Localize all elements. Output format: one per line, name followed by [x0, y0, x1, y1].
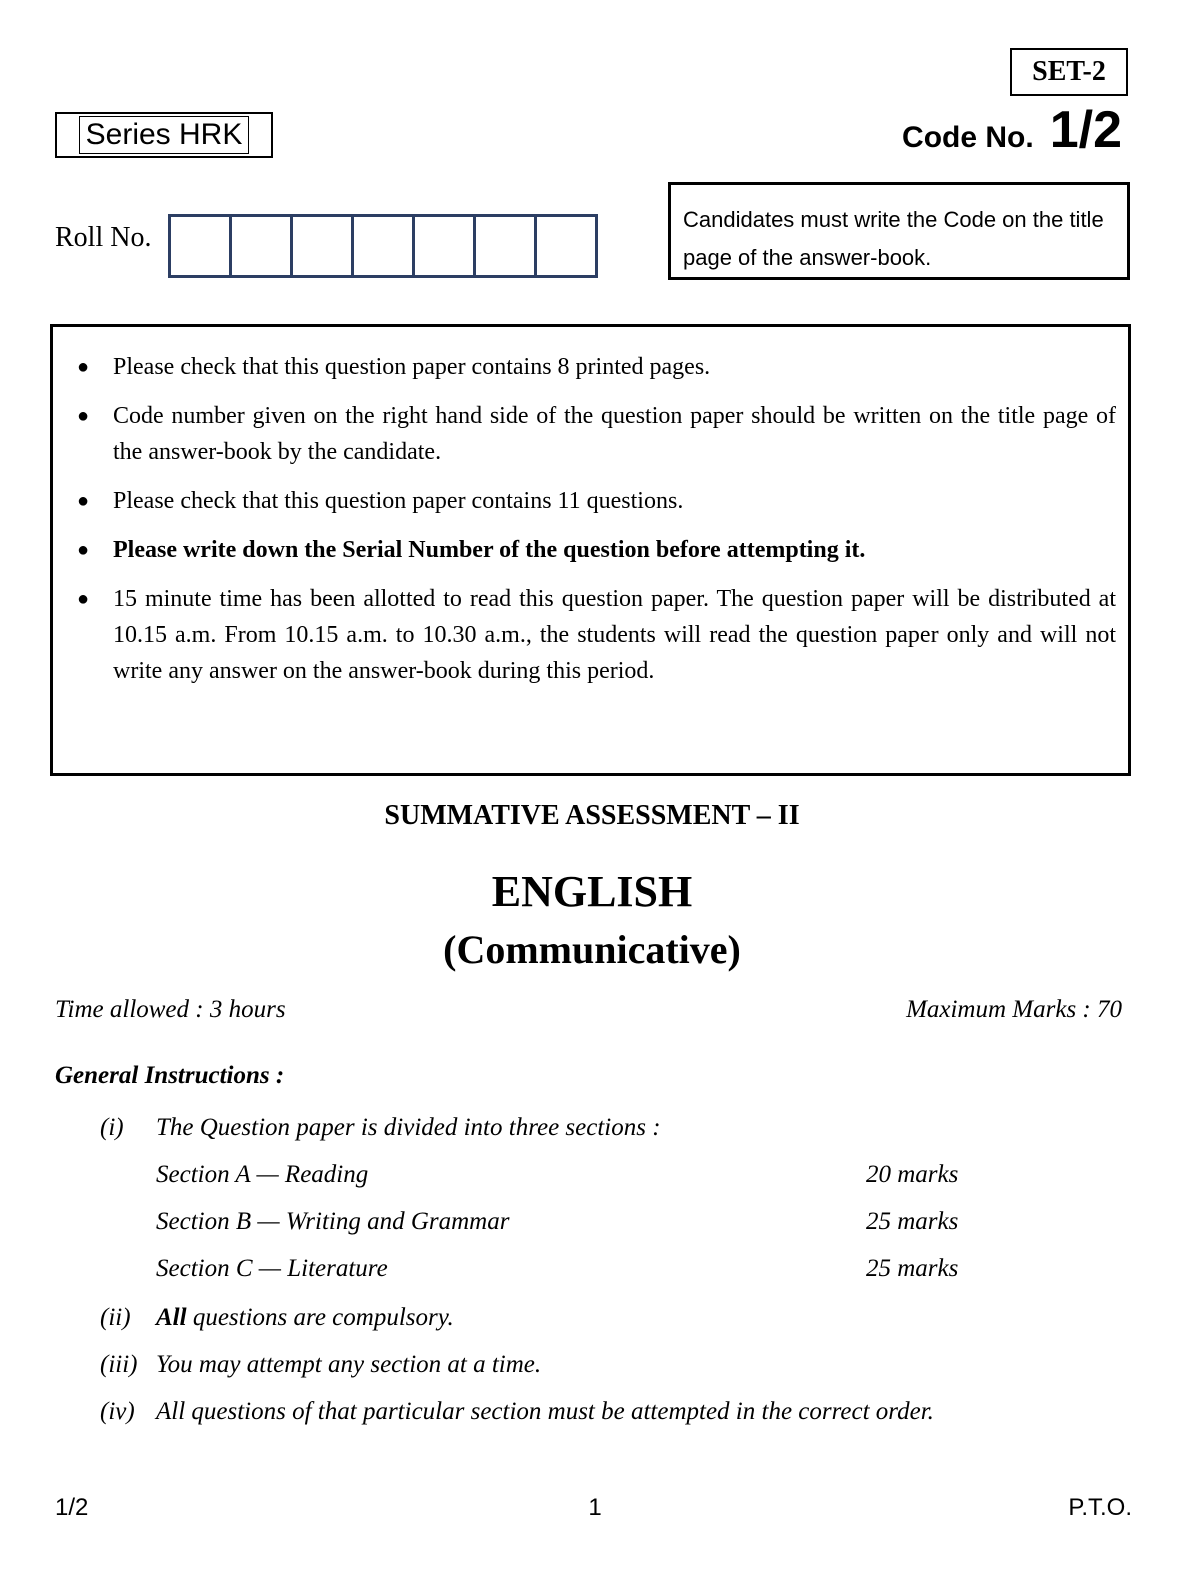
code-value: 1/2 [1049, 101, 1122, 159]
section-marks: 25 marks [866, 1208, 959, 1235]
general-instruction-item [100, 1114, 661, 1142]
instruction-number: (i) [100, 1114, 124, 1141]
bullet-icon: ● [76, 356, 90, 378]
instruction-text: 15 minute time has been allotted to read this question paper. The question paper will be distributed at 10.15 a.m. From 10.15 a.m. to 10.30 a.m., the students will read the question paper only and will not write any answer on the answer-book during this period. [113, 586, 1116, 684]
section-marks: 25 marks [866, 1255, 959, 1282]
instruction-item [53, 581, 1116, 689]
roll-digit-box[interactable] [354, 217, 415, 275]
roll-digit-box[interactable] [415, 217, 476, 275]
roll-digit-box[interactable] [232, 217, 293, 275]
general-instruction-item [100, 1351, 541, 1379]
instruction-text: Please write down the Serial Number of the question before attempting it. [113, 537, 866, 563]
general-instruction-item [100, 1304, 454, 1332]
code-note: Candidates must write the Code on the title page of the answer-book. [668, 182, 1130, 280]
instruction-text: The Question paper is divided into three sections : [156, 1114, 661, 1141]
instruction-text [156, 1304, 454, 1332]
section-row [156, 1161, 996, 1189]
section-name: Section B — Writing and Grammar [156, 1208, 510, 1235]
roll-digit-box[interactable] [171, 217, 232, 275]
roll-number-boxes[interactable] [168, 214, 598, 278]
bullet-icon: ● [76, 588, 90, 610]
instructions-box [50, 324, 1131, 776]
instruction-number: (iv) [100, 1398, 135, 1425]
instruction-item [53, 349, 1116, 385]
bullet-icon: ● [76, 539, 90, 561]
subject-subtitle: (Communicative) [443, 927, 741, 972]
subject-title: ENGLISH [491, 867, 693, 916]
section-marks: 20 marks [866, 1161, 959, 1188]
instruction-number: (iii) [100, 1351, 138, 1378]
footer-code: 1/2 [55, 1494, 89, 1521]
instruction-item [53, 532, 1116, 568]
instruction-item [53, 398, 1116, 470]
section-name: Section C — Literature [156, 1255, 388, 1282]
code-label: Code No. [902, 121, 1034, 154]
section-row [156, 1208, 996, 1236]
section-name: Section A — Reading [156, 1161, 369, 1188]
code-number [902, 100, 1122, 160]
section-row [156, 1255, 996, 1283]
page-number: 1 [588, 1494, 602, 1521]
emphasis-text: All [156, 1304, 187, 1331]
roll-number-label: Roll No. [55, 222, 152, 253]
instruction-text: You may attempt any section at a time. [156, 1351, 542, 1378]
series-text: Series HRK [79, 116, 250, 154]
instruction-text: Please check that this question paper contains 8 printed pages. [113, 354, 711, 380]
maximum-marks: Maximum Marks : 70 [906, 996, 1122, 1023]
instruction-text: Please check that this question paper contains 11 questions. [113, 488, 684, 514]
pto-label: P.T.O. [1068, 1494, 1132, 1521]
general-instructions-title: General Instructions : [55, 1062, 285, 1089]
time-allowed: Time allowed : 3 hours [55, 996, 286, 1023]
instruction-text: All questions of that particular section must be attempted in the correct order. [156, 1398, 934, 1425]
series-badge [55, 112, 273, 158]
bullet-icon: ● [76, 490, 90, 512]
roll-digit-box[interactable] [476, 217, 537, 275]
set-label: SET-2 [1010, 48, 1128, 96]
instruction-rest: questions are compulsory. [186, 1304, 454, 1331]
roll-digit-box[interactable] [293, 217, 354, 275]
assessment-title: SUMMATIVE ASSESSMENT – II [384, 800, 800, 831]
instruction-item [53, 483, 1116, 519]
instruction-text: Code number given on the right hand side of the question paper should be written on the title page of the answer-book by the candidate. [113, 403, 1116, 465]
bullet-icon: ● [76, 405, 90, 427]
roll-digit-box[interactable] [537, 217, 595, 275]
instruction-number: (ii) [100, 1304, 131, 1331]
general-instruction-item [100, 1398, 934, 1426]
